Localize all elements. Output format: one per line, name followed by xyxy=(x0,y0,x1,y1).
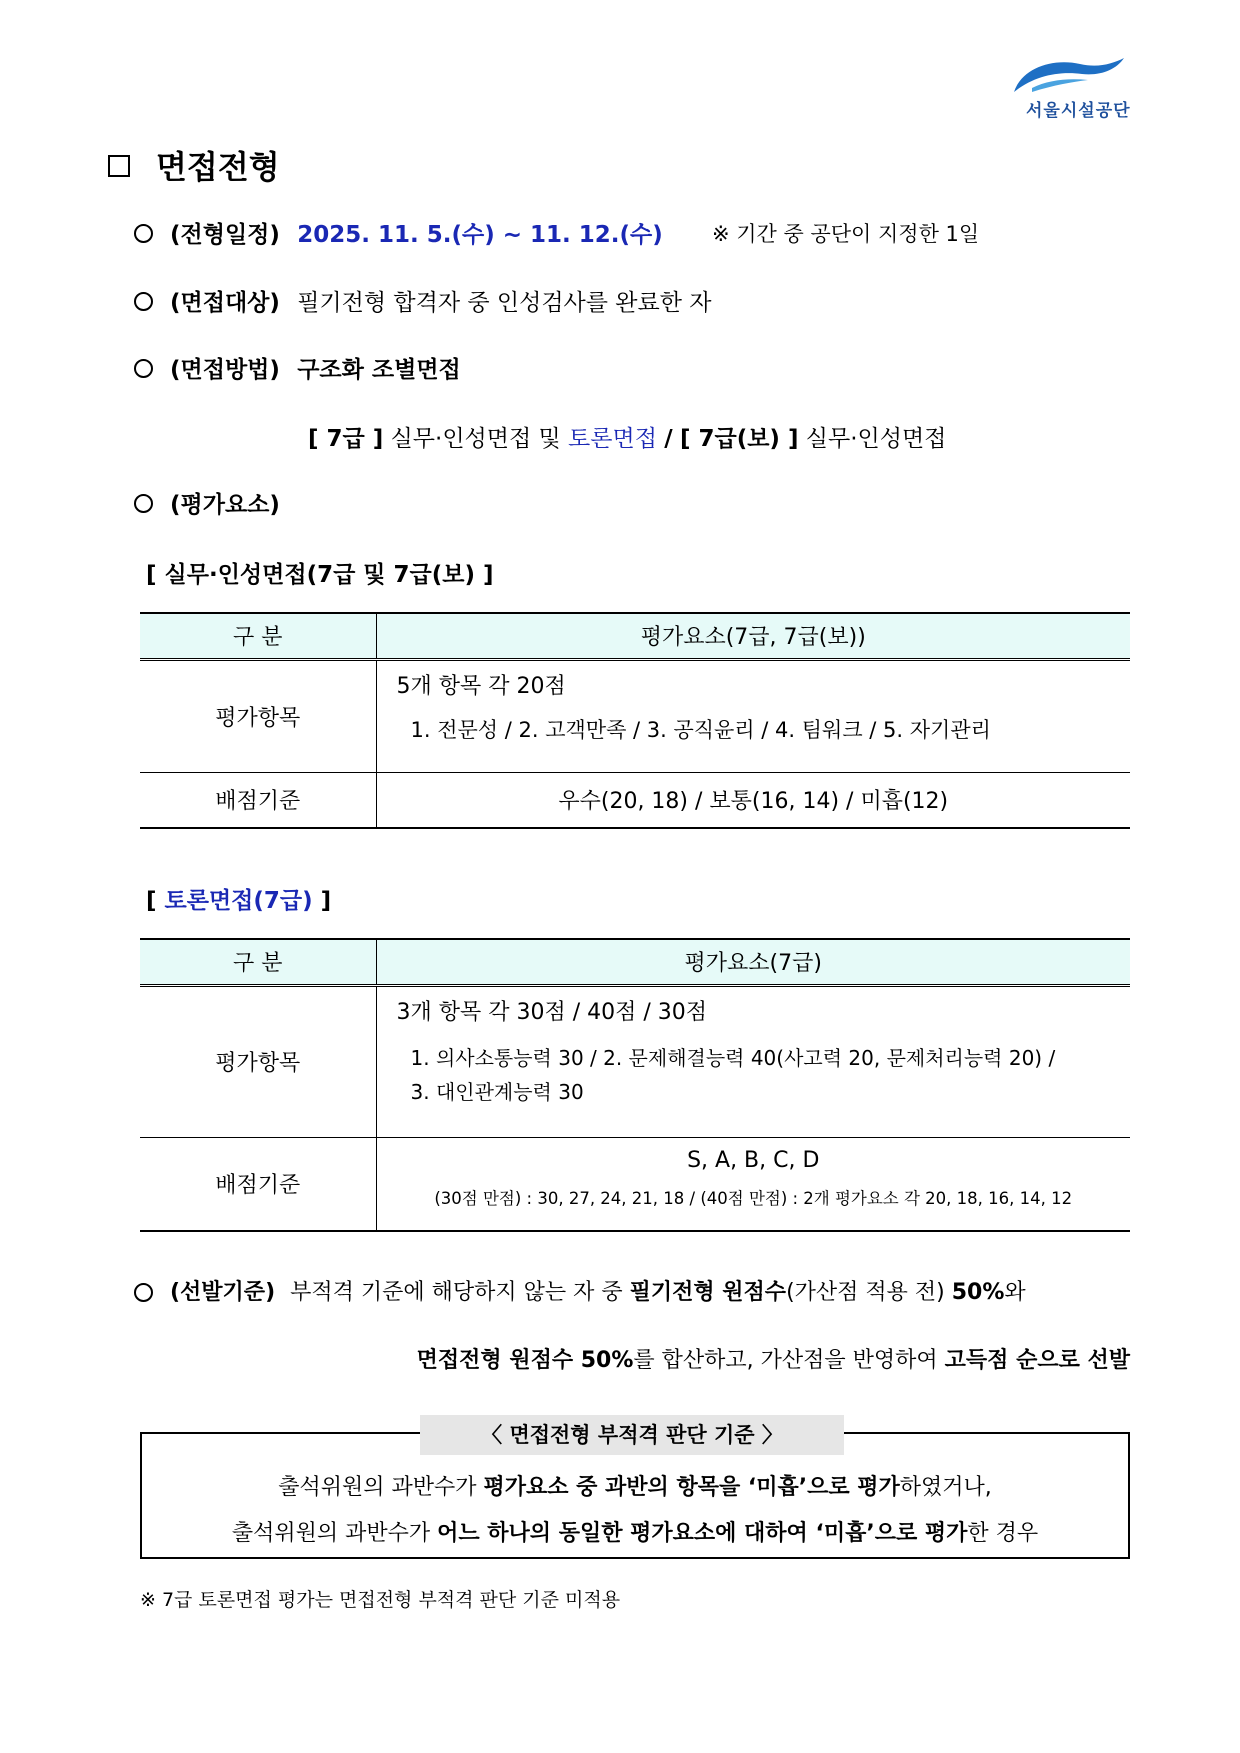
schedule-row xyxy=(170,216,663,249)
selection-line2 xyxy=(417,1343,1130,1374)
table2-heading-main: 토론면접(7급) xyxy=(164,888,313,914)
circle-bullet-icon xyxy=(134,359,153,378)
selection-text-g: 를 합산하고, 가산점을 반영하여 xyxy=(633,1348,938,1373)
disqualification-line1 xyxy=(140,1470,1130,1501)
title-checkbox-icon xyxy=(108,155,130,177)
dq-line1-b: 평가요소 중 과반의 항목을 ‘미흡’으로 평가 xyxy=(483,1475,900,1500)
table1-row1-items: 1. 전문성 / 2. 고객만족 / 3. 공직윤리 / 4. 팀워크 / 5. 자기관리 xyxy=(410,717,991,742)
dq-line2-c: 한 경우 xyxy=(967,1521,1039,1546)
table1-row1-label: 평가항목 xyxy=(140,659,376,772)
dq-line1-c: 하였거나, xyxy=(899,1475,992,1500)
table2-row1-label: 평가항목 xyxy=(140,985,376,1137)
footnote: ※ 7급 토론면접 평가는 면접전형 부적격 판단 기준 미적용 xyxy=(140,1589,621,1611)
method-detail xyxy=(308,420,946,453)
table2-row1-summary: 3개 항목 각 30점 / 40점 / 30점 xyxy=(396,999,708,1025)
circle-bullet-icon xyxy=(134,494,153,513)
grade7-debate: 토론면접 xyxy=(568,426,657,452)
dq-line2-a: 출석위원의 과반수가 xyxy=(231,1521,431,1546)
circle-bullet-icon xyxy=(134,224,153,243)
target-text: 필기전형 합격자 중 인성검사를 완료한 자 xyxy=(297,290,712,316)
target-row xyxy=(170,284,711,317)
dq-line2-b: 어느 하나의 동일한 평가요소에 대하여 ‘미흡’으로 평가 xyxy=(437,1521,968,1546)
table2-row1-items-line1: 1. 의사소통능력 30 / 2. 문제해결능력 40(사고력 20, 문제처리능력 20) / xyxy=(410,1045,1056,1070)
table1-row2-label: 배점기준 xyxy=(140,772,376,828)
page-title: 면접전형 xyxy=(156,148,280,186)
selection-text-h: 고득점 순으로 선발 xyxy=(944,1348,1130,1373)
table1-heading: [ 실무·인성면접(7급 및 7급(보) ] xyxy=(146,562,494,588)
selection-line1 xyxy=(170,1275,1026,1306)
selection-text-e: 와 xyxy=(1004,1280,1026,1305)
table2-heading xyxy=(146,882,331,915)
disqualification-title: 〈 면접전형 부적격 판단 기준 〉 xyxy=(420,1415,844,1455)
target-label: (면접대상) xyxy=(170,290,280,316)
table2-heading-open: [ xyxy=(146,888,157,914)
table2-row2-label: 배점기준 xyxy=(140,1137,376,1231)
table2-row1-content xyxy=(376,985,1130,1137)
method-text: 구조화 조별면접 xyxy=(297,357,461,383)
schedule-label: (전형일정) xyxy=(170,222,280,248)
table1-row2-text: 우수(20, 18) / 보통(16, 14) / 미흡(12) xyxy=(376,772,1130,828)
selection-text-f: 면접전형 원점수 50% xyxy=(416,1348,634,1373)
grade7-tag: [ 7급 ] xyxy=(308,426,384,452)
selection-text-a: 부적격 기준에 해당하지 않는 자 중 xyxy=(290,1280,623,1305)
method-label: (면접방법) xyxy=(170,357,280,383)
grade7-text: 실무·인성면접 및 xyxy=(390,426,561,452)
selection-text-c: (가산점 적용 전) xyxy=(786,1280,945,1305)
selection-label: (선발기준) xyxy=(170,1280,276,1305)
eval-table-practical xyxy=(140,612,1130,829)
table2-row1-items-line2: 3. 대인관계능력 30 xyxy=(410,1079,584,1104)
table1-row1-content xyxy=(376,659,1130,772)
schedule-dates: 2025. 11. 5.(수) ~ 11. 12.(수) xyxy=(297,222,663,248)
table2-row2-grades: S, A, B, C, D xyxy=(687,1147,820,1173)
logo-text: 서울시설공단 xyxy=(1026,101,1131,121)
table1-col-header-category: 구 분 xyxy=(140,613,376,659)
logo-wave-icon xyxy=(1012,52,1132,102)
method-row xyxy=(170,351,461,384)
grade7b-text: 실무·인성면접 xyxy=(805,426,947,452)
table1-row1-summary: 5개 항목 각 20점 xyxy=(396,673,566,699)
schedule-note: ※ 기간 중 공단이 지정한 1일 xyxy=(712,222,980,246)
table2-heading-close: ] xyxy=(320,888,332,914)
selection-text-d: 50% xyxy=(951,1280,1005,1305)
disqualification-line2 xyxy=(140,1516,1130,1547)
selection-text-b: 필기전형 원점수 xyxy=(629,1280,787,1305)
dq-line1-a: 출석위원의 과반수가 xyxy=(278,1475,477,1500)
table2-col-header-elements: 평가요소(7급) xyxy=(376,939,1130,985)
table2-row2-content xyxy=(376,1137,1130,1231)
table1-col-header-elements: 평가요소(7급, 7급(보)) xyxy=(376,613,1130,659)
detail-separator: / xyxy=(664,426,673,452)
circle-bullet-icon xyxy=(134,1283,153,1302)
circle-bullet-icon xyxy=(134,292,153,311)
eval-table-debate xyxy=(140,938,1130,1232)
grade7b-tag: [ 7급(보) ] xyxy=(679,426,799,452)
logo xyxy=(1012,52,1132,124)
table2-row2-scores: (30점 만점) : 30, 27, 24, 21, 18 / (40점 만점) : 2개 평가요소 각 20, 18, 16, 14, 12 xyxy=(434,1188,1073,1208)
table2-col-header-category: 구 분 xyxy=(140,939,376,985)
eval-label: (평가요소) xyxy=(170,492,280,518)
